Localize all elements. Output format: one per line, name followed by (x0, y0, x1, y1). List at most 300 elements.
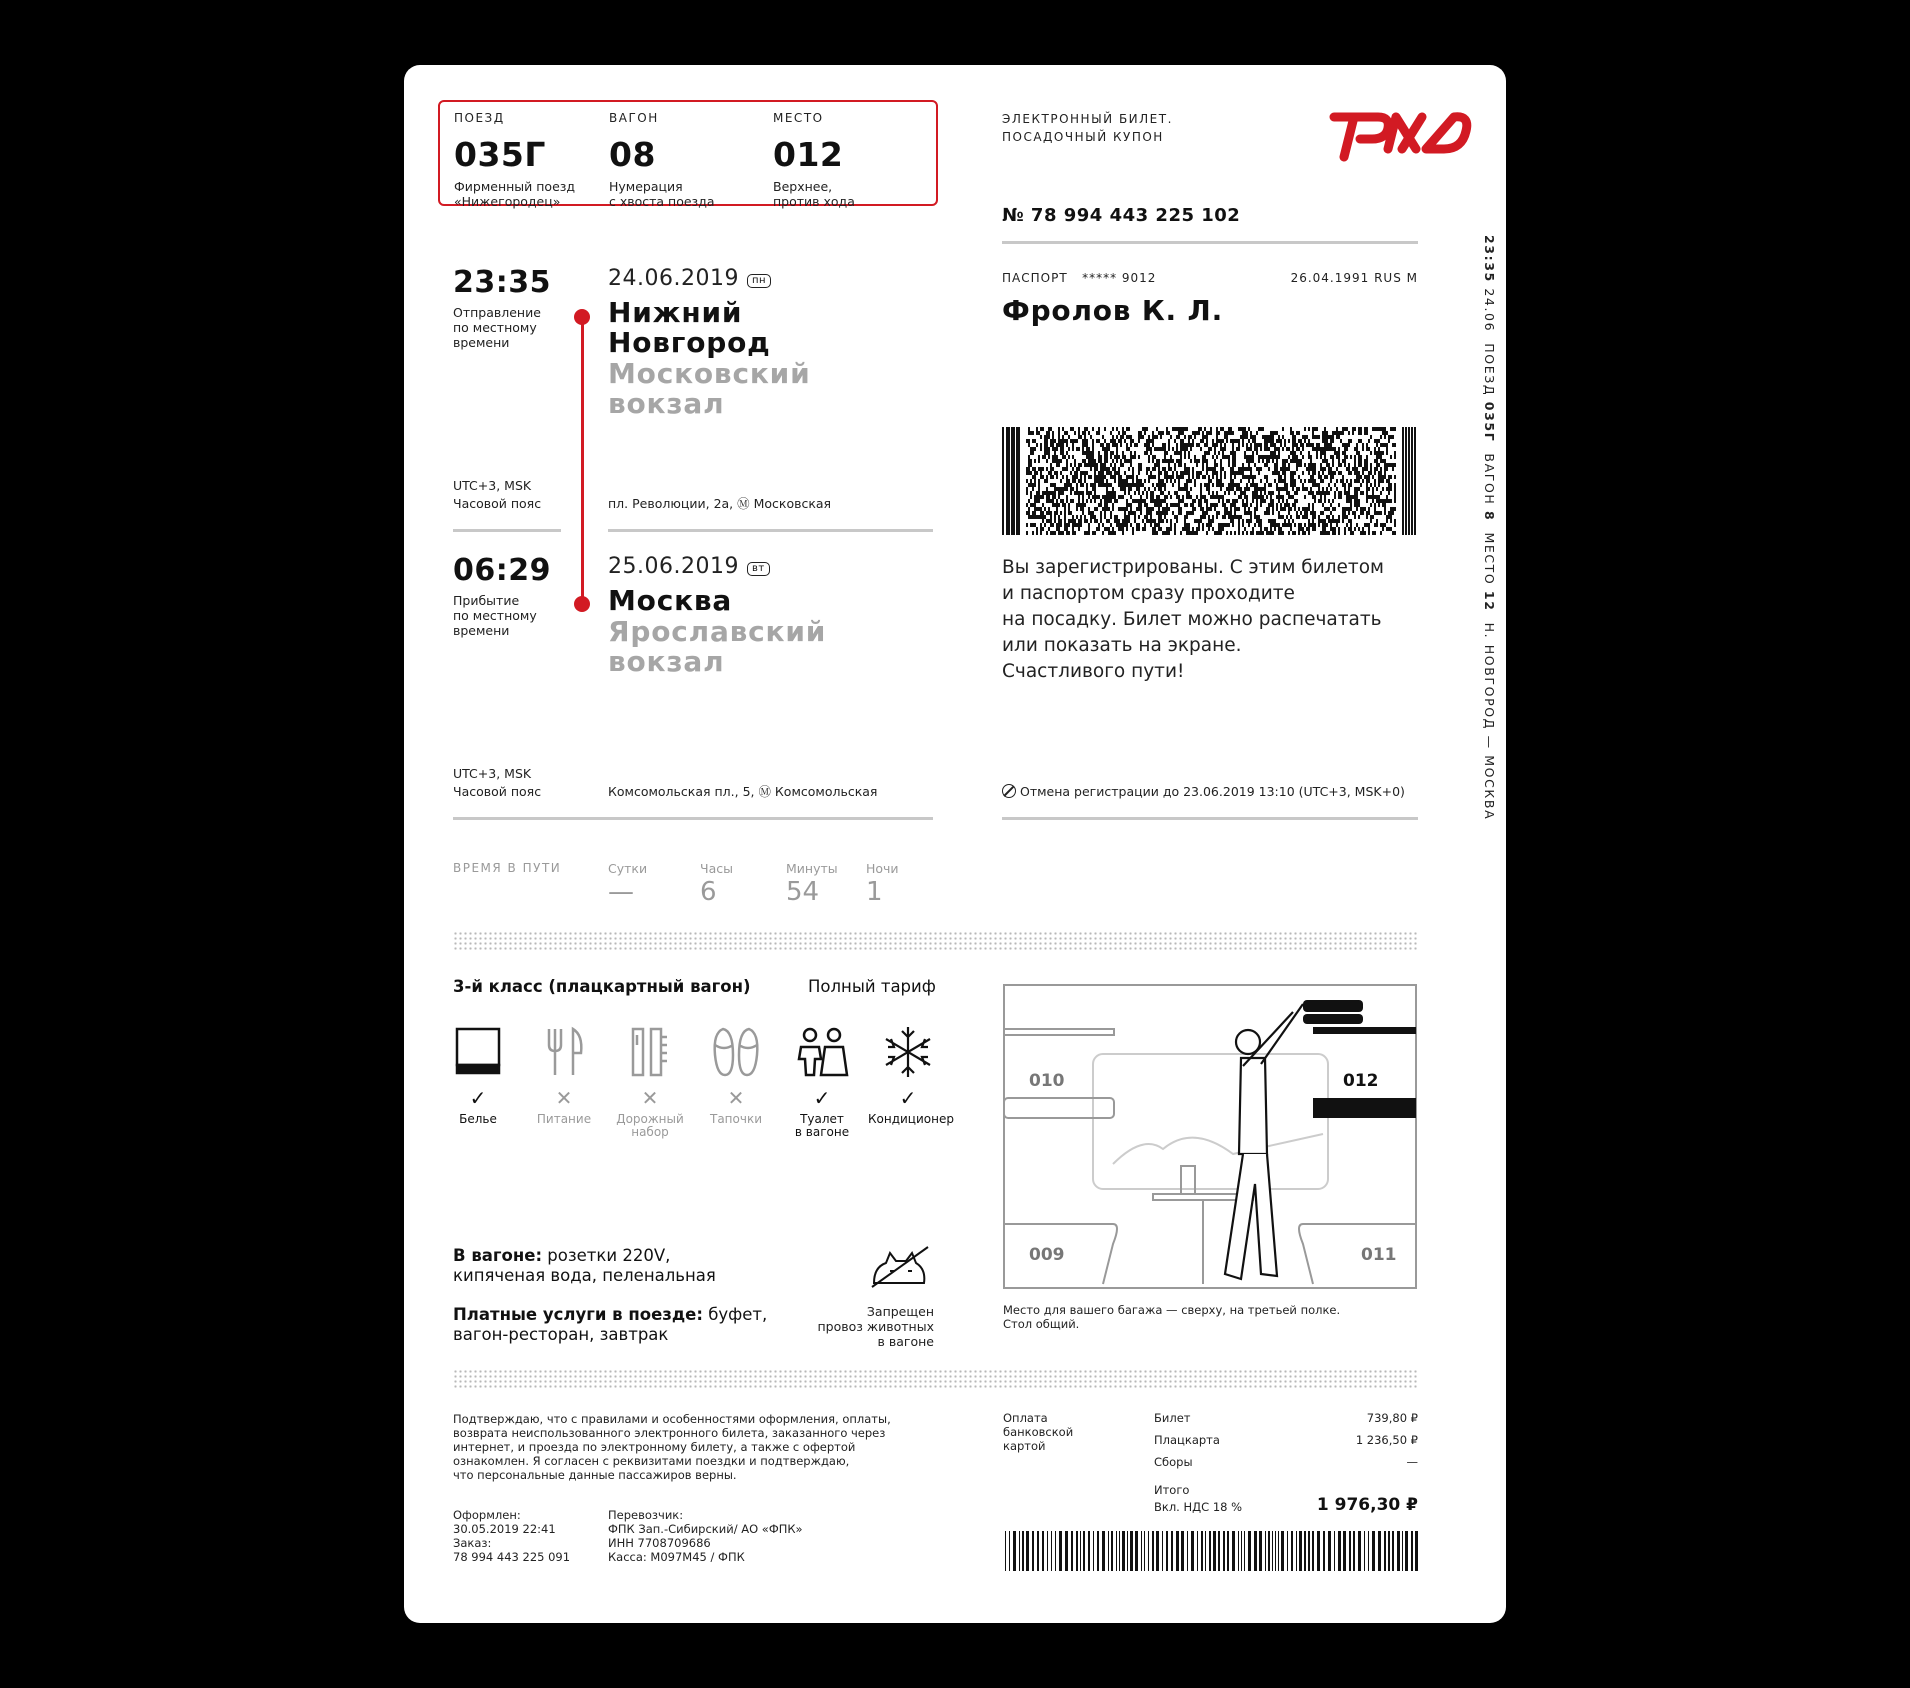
barcode-module (1090, 467, 1092, 471)
barcode-module (1280, 515, 1282, 519)
barcode-module (1242, 431, 1244, 435)
barcode-module (1096, 475, 1098, 479)
barcode-module (1092, 463, 1094, 467)
barcode-module (1348, 487, 1350, 491)
seat-label: МЕСТО (773, 111, 824, 125)
barcode-module (1216, 443, 1218, 447)
barcode-module (1098, 471, 1100, 475)
barcode-module (1306, 435, 1308, 439)
barcode-module (1394, 463, 1396, 467)
barcode-module (1378, 447, 1380, 451)
barcode-module (1238, 531, 1240, 535)
barcode-module (1350, 527, 1352, 531)
barcode-module (1034, 467, 1036, 471)
barcode-module (1318, 471, 1320, 475)
barcode-module (1224, 431, 1226, 435)
barcode-module (1374, 531, 1376, 535)
barcode-module (1362, 467, 1364, 471)
barcode-module (1156, 447, 1158, 451)
barcode-module (1275, 1531, 1276, 1571)
barcode-module (1392, 507, 1394, 511)
barcode-module (1394, 523, 1396, 527)
barcode-module (1374, 511, 1376, 515)
barcode-module (1182, 495, 1184, 499)
barcode-module (1220, 443, 1222, 447)
barcode-module (1318, 443, 1320, 447)
barcode-module (1162, 483, 1164, 487)
barcode-module (1278, 471, 1280, 475)
barcode-module (1322, 511, 1324, 515)
barcode-module (1200, 499, 1202, 503)
barcode-module (1244, 455, 1246, 459)
ticket-number: № 78 994 443 225 102 (1002, 205, 1241, 226)
barcode-module (1140, 467, 1142, 471)
barcode-module (1070, 471, 1072, 475)
barcode-module (1138, 439, 1140, 443)
barcode-module (1152, 483, 1154, 487)
barcode-module (1106, 495, 1108, 499)
barcode-module (1178, 451, 1180, 455)
barcode-module (1238, 507, 1240, 511)
barcode-module (1328, 515, 1330, 519)
barcode-module (1384, 443, 1386, 447)
barcode-module (1366, 431, 1368, 435)
barcode-module (1246, 443, 1248, 447)
barcode-module (1368, 475, 1370, 479)
dotted-separator (453, 931, 1417, 951)
barcode-module (1216, 483, 1218, 487)
barcode-module (1352, 495, 1354, 499)
barcode-module (1312, 427, 1314, 431)
barcode-module (1146, 491, 1148, 495)
barcode-module (1154, 499, 1156, 503)
barcode-module (1282, 435, 1284, 439)
barcode-module (1054, 503, 1056, 507)
barcode-module (1074, 519, 1076, 523)
barcode-module (1364, 431, 1366, 435)
barcode-module (1218, 523, 1220, 527)
barcode-module (1132, 511, 1134, 515)
barcode-module (1284, 523, 1286, 527)
barcode-module (1274, 479, 1276, 483)
barcode-module (1230, 503, 1232, 507)
barcode-module (1184, 447, 1186, 451)
barcode-module (1302, 471, 1304, 475)
barcode-module (1238, 523, 1240, 527)
barcode-module (1192, 499, 1194, 503)
barcode-module (1212, 483, 1214, 487)
barcode-module (1146, 427, 1148, 431)
barcode-module (1164, 443, 1166, 447)
barcode-module (1308, 439, 1310, 443)
barcode-module (1308, 531, 1310, 535)
barcode-module (1354, 511, 1356, 515)
barcode-module (1122, 523, 1124, 527)
barcode-module (1040, 523, 1042, 527)
rzd-logo-icon (1326, 95, 1476, 165)
barcode-module (1380, 451, 1382, 455)
barcode-module (1170, 523, 1172, 527)
barcode-module (1068, 507, 1070, 511)
barcode-module (1096, 463, 1098, 467)
barcode-module (1154, 519, 1156, 523)
barcode-module (1366, 523, 1368, 527)
barcode-module (1316, 455, 1318, 459)
barcode-module (1346, 427, 1348, 431)
barcode-module (1358, 455, 1360, 459)
barcode-module (1242, 491, 1244, 495)
barcode-module (1130, 511, 1132, 515)
barcode-module (1252, 483, 1254, 487)
barcode-module (1228, 523, 1230, 527)
barcode-module (1120, 487, 1122, 491)
barcode-module (1122, 427, 1124, 431)
barcode-module (1200, 495, 1202, 499)
barcode-module (1066, 459, 1068, 463)
barcode-module (1246, 511, 1248, 515)
barcode-module (1226, 435, 1228, 439)
barcode-module (1098, 483, 1100, 487)
barcode-module (1238, 447, 1240, 451)
barcode-module (1310, 463, 1312, 467)
barcode-module (1278, 439, 1280, 443)
barcode-module (1102, 475, 1104, 479)
barcode-module (1112, 491, 1114, 495)
barcode-module (1166, 1531, 1168, 1571)
barcode-module (1140, 483, 1142, 487)
barcode-module (1032, 503, 1034, 507)
barcode-module (1248, 475, 1250, 479)
barcode-module (1190, 531, 1192, 535)
barcode-module (1056, 523, 1058, 527)
barcode-module (1330, 467, 1332, 471)
barcode-module (1354, 491, 1356, 495)
barcode-module (1084, 475, 1086, 479)
side-seat: 12 (1482, 590, 1497, 612)
barcode-module (1376, 523, 1378, 527)
barcode-module (1184, 427, 1186, 431)
barcode-module (1254, 1531, 1257, 1571)
barcode-module (1054, 487, 1056, 491)
barcode-module (1060, 523, 1062, 527)
barcode-module (1338, 503, 1340, 507)
barcode-module (1062, 503, 1064, 507)
barcode-module (1082, 451, 1084, 455)
barcode-module (1218, 439, 1220, 443)
barcode-module (1342, 483, 1344, 487)
barcode-module (1086, 451, 1088, 455)
barcode-module (1320, 475, 1322, 479)
barcode-module (1282, 467, 1284, 471)
barcode-module (1174, 515, 1176, 519)
barcode-module (1138, 435, 1140, 439)
barcode-module (1172, 447, 1174, 451)
seat-012: 012 (1343, 1071, 1379, 1091)
barcode-module (1044, 515, 1046, 519)
barcode-module (1312, 515, 1314, 519)
barcode-module (1072, 427, 1074, 431)
barcode-module (1110, 431, 1112, 435)
barcode-module (1122, 479, 1124, 483)
barcode-module (1072, 515, 1074, 519)
barcode-module (1320, 491, 1322, 495)
barcode-module (1072, 499, 1074, 503)
barcode-module (1098, 479, 1100, 483)
barcode-module (1256, 499, 1258, 503)
barcode-module (1051, 1531, 1052, 1571)
barcode-module (1158, 499, 1160, 503)
barcode-module (1108, 443, 1110, 447)
barcode-module (1108, 467, 1110, 471)
barcode-module (1218, 451, 1220, 455)
barcode-module (1234, 459, 1236, 463)
barcode-module (1334, 527, 1336, 531)
barcode-module (1316, 491, 1318, 495)
barcode-module (1188, 479, 1190, 483)
barcode-module (1104, 459, 1106, 463)
barcode-module (1314, 467, 1316, 471)
barcode-module (1264, 491, 1266, 495)
paid-bold: Платные услуги в поезде: (453, 1305, 703, 1324)
barcode-module (1364, 507, 1366, 511)
carrier-line: ИНН 7708709686 (608, 1536, 711, 1550)
barcode-module (1182, 431, 1184, 435)
barcode-module (1130, 483, 1132, 487)
barcode-module (1114, 515, 1116, 519)
barcode-module (1390, 499, 1392, 503)
barcode-module (1030, 463, 1032, 467)
barcode-module (1062, 455, 1064, 459)
barcode-module (1356, 495, 1358, 499)
barcode-module (1180, 499, 1182, 503)
barcode-module (1094, 495, 1096, 499)
barcode-module (1278, 487, 1280, 491)
barcode-module (1234, 511, 1236, 515)
barcode-module (1068, 511, 1070, 515)
barcode-module (1082, 503, 1084, 507)
barcode-module (1096, 479, 1098, 483)
barcode-module (1394, 487, 1396, 491)
barcode-module (1308, 455, 1310, 459)
barcode-module (1304, 511, 1306, 515)
barcode-module (1198, 519, 1200, 523)
barcode-module (1216, 475, 1218, 479)
barcode-module (1088, 447, 1090, 451)
arrival-station-1: Ярославский (608, 615, 827, 648)
barcode-module (1146, 511, 1148, 515)
barcode-module (1376, 487, 1378, 491)
barcode-module (1050, 467, 1052, 471)
barcode-module (1284, 439, 1286, 443)
barcode-module (1358, 503, 1360, 507)
barcode-module (1042, 519, 1044, 523)
barcode-module (1078, 427, 1080, 431)
barcode-module (1304, 1531, 1306, 1571)
barcode-module (1338, 527, 1340, 531)
barcode-module (1322, 527, 1324, 531)
barcode-module (1138, 463, 1140, 467)
barcode-module (1098, 459, 1100, 463)
barcode-module (1266, 507, 1268, 511)
barcode-module (1154, 527, 1156, 531)
barcode-module (1216, 427, 1218, 431)
toilet-icon (795, 1025, 849, 1079)
barcode-module (1376, 459, 1378, 463)
barcode-module (1158, 503, 1160, 507)
barcode-module (1292, 531, 1294, 535)
barcode-module (1323, 1531, 1325, 1571)
barcode-module (1278, 455, 1280, 459)
departure-address: пл. Революции, 2а, Ⓜ Московская (608, 496, 832, 511)
barcode-module (1202, 439, 1204, 443)
barcode-module (1328, 499, 1330, 503)
barcode-module (1246, 455, 1248, 459)
barcode-module (1188, 455, 1190, 459)
barcode-module (1138, 503, 1140, 507)
barcode-module (1344, 463, 1346, 467)
barcode-module (1102, 463, 1104, 467)
train-label: ПОЕЗД (454, 111, 505, 125)
barcode-module (1312, 503, 1314, 507)
barcode-module (1254, 491, 1256, 495)
barcode-module (1044, 523, 1046, 527)
barcode-module (1072, 527, 1074, 531)
barcode-module (1084, 515, 1086, 519)
barcode-module (1276, 483, 1278, 487)
barcode-module (1322, 471, 1324, 475)
side-train: 035Г (1482, 401, 1497, 443)
barcode-module (1378, 439, 1380, 443)
barcode-module (1310, 487, 1312, 491)
barcode-module (1184, 483, 1186, 487)
barcode-module (1070, 483, 1072, 487)
barcode-module (1060, 479, 1062, 483)
barcode-module (1360, 511, 1362, 515)
barcode-module (1230, 507, 1232, 511)
barcode-module (1170, 503, 1172, 507)
departure-tz-1: UTC+3, MSK (453, 478, 532, 493)
payment-line: Оплата (1003, 1411, 1048, 1425)
barcode-module (1192, 531, 1194, 535)
barcode-module (1204, 427, 1206, 431)
barcode-module (1372, 515, 1374, 519)
barcode-module (1172, 483, 1174, 487)
barcode-module (1374, 459, 1376, 463)
barcode-module (1140, 499, 1142, 503)
barcode-module (1228, 431, 1230, 435)
barcode-module (1146, 515, 1148, 519)
barcode-module (1076, 523, 1078, 527)
barcode-module (1338, 515, 1340, 519)
barcode-module (1322, 487, 1324, 491)
barcode-module (1050, 499, 1052, 503)
barcode-module (1382, 523, 1384, 527)
message-line: на посадку. Билет можно распечатать (1002, 609, 1382, 630)
barcode-module (1374, 503, 1376, 507)
barcode-module (1062, 491, 1064, 495)
barcode-module (1114, 471, 1116, 475)
barcode-module (1308, 523, 1310, 527)
barcode-module (1048, 491, 1050, 495)
barcode-module (1120, 495, 1122, 499)
barcode-module (1054, 447, 1056, 451)
barcode-module (1070, 427, 1072, 431)
barcode-module (1140, 503, 1142, 507)
barcode-module (1190, 487, 1192, 491)
barcode-module (1206, 431, 1208, 435)
barcode-module (1084, 463, 1086, 467)
barcode-module (1286, 483, 1288, 487)
barcode-module (1368, 531, 1370, 535)
barcode-module (1066, 487, 1068, 491)
barcode-module (1178, 503, 1180, 507)
barcode-module (1084, 443, 1086, 447)
barcode-module (1210, 467, 1212, 471)
barcode-module (1370, 467, 1372, 471)
barcode-module (1316, 443, 1318, 447)
barcode-module (1370, 515, 1372, 519)
amenity-mark: ✕ (641, 1086, 659, 1110)
barcode-module (1258, 495, 1260, 499)
barcode-module (1042, 511, 1044, 515)
barcode-module (1218, 499, 1220, 503)
barcode-module (1348, 495, 1350, 499)
barcode-module (1324, 519, 1326, 523)
barcode-module (1326, 439, 1328, 443)
barcode-module (1228, 487, 1230, 491)
barcode-module (1174, 467, 1176, 471)
barcode-module (1030, 515, 1032, 519)
barcode-module (1274, 467, 1276, 471)
barcode-module (1230, 471, 1232, 475)
barcode-module (1344, 455, 1346, 459)
barcode-module (1072, 479, 1074, 483)
barcode-module (1322, 519, 1324, 523)
barcode-module (1264, 435, 1266, 439)
barcode-module (1320, 447, 1322, 451)
barcode-module (1056, 447, 1058, 451)
barcode-module (1326, 463, 1328, 467)
barcode-module (1394, 451, 1396, 455)
barcode-module (1048, 511, 1050, 515)
barcode-module (1248, 427, 1250, 431)
barcode-module (1228, 491, 1230, 495)
barcode-module (1216, 463, 1218, 467)
barcode-module (1060, 443, 1062, 447)
barcode-module (1166, 519, 1168, 523)
barcode-module (1332, 499, 1334, 503)
barcode-module (1104, 495, 1106, 499)
barcode-module (1254, 447, 1256, 451)
barcode-module (1098, 455, 1100, 459)
barcode-module (1324, 507, 1326, 511)
barcode-module (1296, 455, 1298, 459)
barcode-module (1384, 463, 1386, 467)
barcode-module (1238, 495, 1240, 499)
barcode-module (1176, 515, 1178, 519)
barcode-module (1208, 523, 1210, 527)
barcode-module (1310, 511, 1312, 515)
barcode-module (1144, 515, 1146, 519)
barcode-module (1104, 451, 1106, 455)
barcode-module (1104, 455, 1106, 459)
barcode-module (1390, 435, 1392, 439)
barcode-module (1064, 487, 1066, 491)
barcode-module (1070, 439, 1072, 443)
train-note-2: «Нижегородец» (454, 194, 561, 209)
in-car-text-2: кипяченая вода, пеленальная (453, 1266, 716, 1285)
route-line (581, 314, 584, 603)
